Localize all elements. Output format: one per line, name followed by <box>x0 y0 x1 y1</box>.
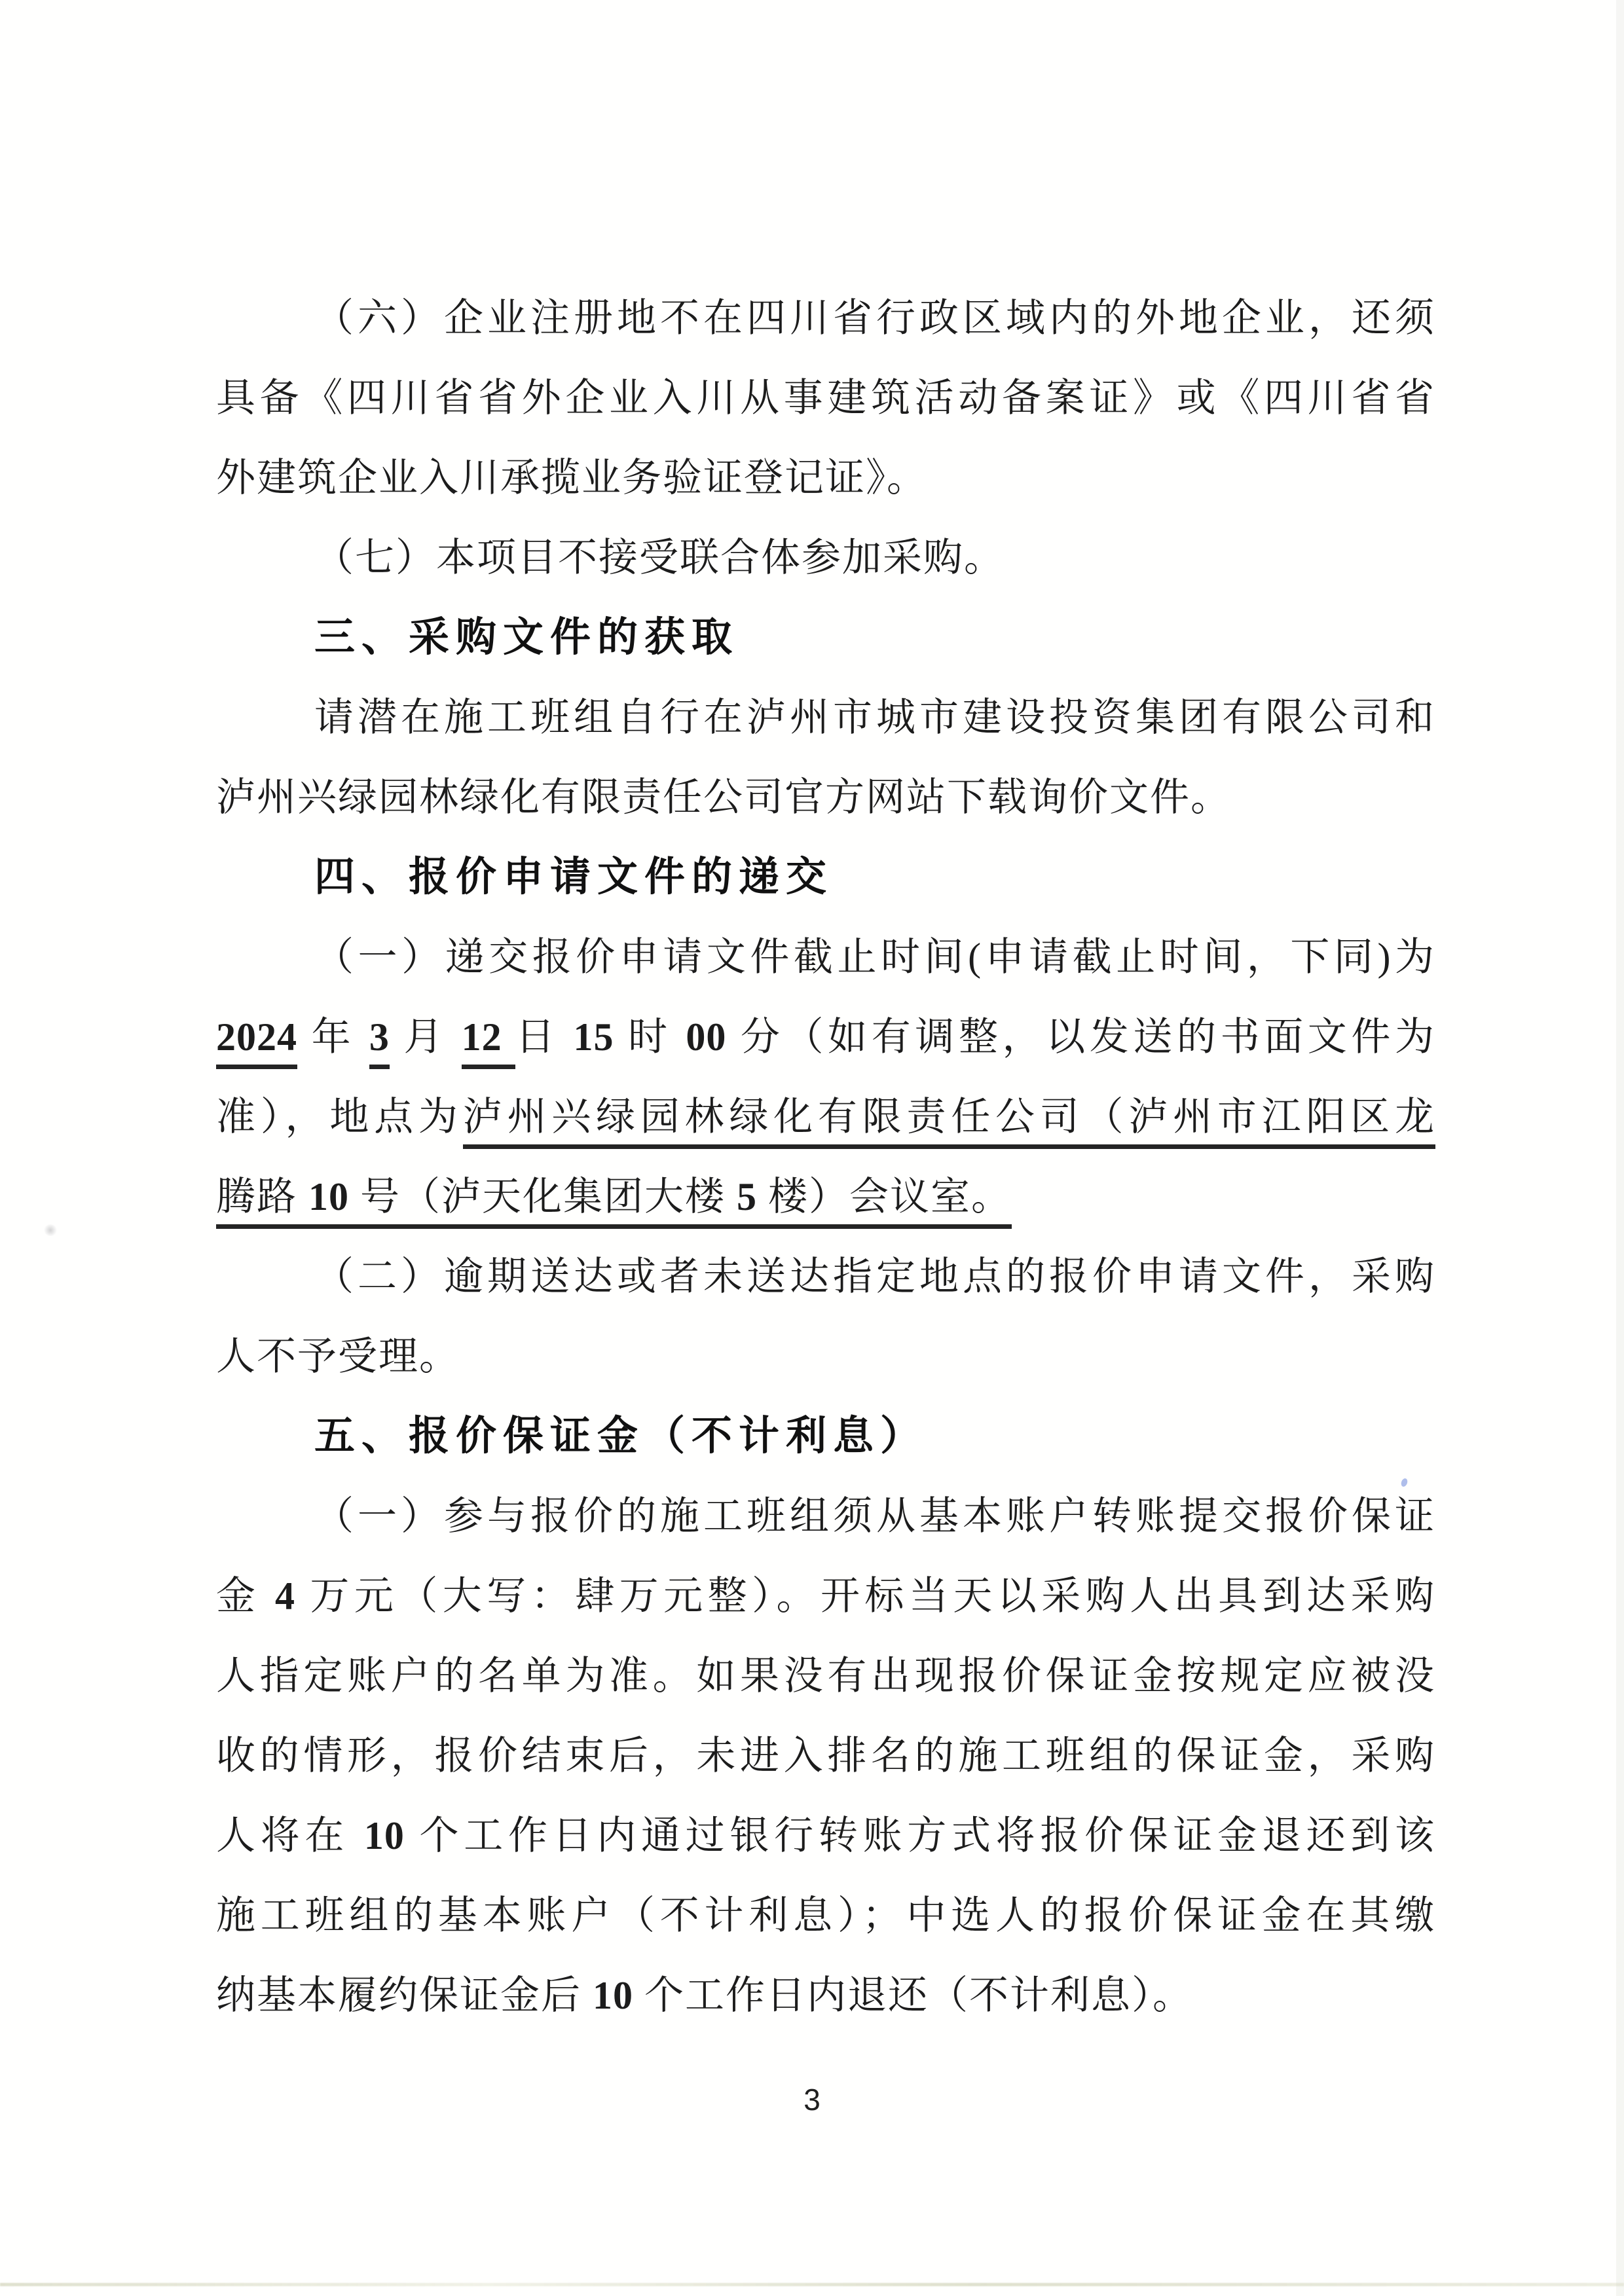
text-segment: 3 <box>369 1015 390 1069</box>
text-line-sec3-para-line1 <box>216 678 1435 757</box>
text-segment: 五、报价保证金（不计利息） <box>314 1413 928 1459</box>
text-segment: 月 <box>389 1015 462 1059</box>
text-segment: 10 <box>593 1974 633 2017</box>
text-line-sec4-item2-line1 <box>216 1237 1435 1317</box>
scan-bottom-edge-artifact <box>0 2283 1624 2286</box>
text-line-sec4-item1-line4 <box>216 1157 1435 1237</box>
text-segment: 号（泸天化集团大楼 <box>349 1175 737 1229</box>
text-segment: （七）本项目不接受联合体参加采购。 <box>314 536 1005 579</box>
text-segment: 5 <box>737 1175 757 1229</box>
scan-right-edge-artifact <box>1616 0 1624 2296</box>
text-segment: 人指定账户的名单为准。如果没有出现报价保证金按规定应被没 <box>216 1654 1435 1698</box>
text-segment: 泸州兴绿园林绿化有限责任公司（泸州市江阳区龙 <box>463 1095 1435 1149</box>
text-line-sec4-heading <box>216 837 1435 917</box>
text-line-sec4-item1-line1 <box>216 917 1435 997</box>
text-segment: 10 <box>308 1175 349 1229</box>
text-line-sec2-item6-line1 <box>216 278 1435 358</box>
text-segment: 12 <box>462 1015 516 1069</box>
text-segment: 楼）会议室。 <box>757 1175 1012 1229</box>
text-segment: 个工作日内退还（不计利息）。 <box>633 1974 1193 2017</box>
text-line-sec2-item6-line3 <box>216 438 1435 518</box>
text-segment: 腾路 <box>216 1175 308 1229</box>
text-segment: （一）参与报价的施工班组须从基本账户转账提交报价保证 <box>314 1495 1435 1538</box>
text-segment: 三、采购文件的获取 <box>314 615 739 660</box>
text-line-sec2-item6-line2 <box>216 358 1435 438</box>
text-segment: 万元（大写：肆万元整）。开标当天以采购人出具到达采购 <box>295 1575 1436 1618</box>
text-segment: 时 <box>614 1015 686 1059</box>
text-line-sec5-heading <box>216 1396 1435 1476</box>
text-line-sec4-item1-line2 <box>216 997 1435 1077</box>
text-segment: 2024 <box>216 1015 297 1069</box>
text-line-sec5-item1-line3 <box>216 1636 1435 1716</box>
text-line-sec5-item1-line1 <box>216 1476 1435 1556</box>
text-segment: 10 <box>363 1814 405 1857</box>
text-line-sec2-item7-line1 <box>216 518 1435 598</box>
text-segment: 个工作日内通过银行转账方式将报价保证金退还到该 <box>404 1814 1436 1857</box>
scan-smudge-artifact <box>43 1224 58 1236</box>
text-segment: 日 <box>515 1015 574 1059</box>
text-segment: 准），地点为 <box>216 1095 463 1139</box>
text-line-sec4-item1-line3 <box>216 1077 1435 1157</box>
text-line-sec3-heading <box>216 598 1435 678</box>
text-line-sec3-para-line2 <box>216 757 1435 837</box>
text-line-sec5-item1-line4 <box>216 1716 1435 1796</box>
text-segment: 具备《四川省省外企业入川从事建筑活动备案证》或《四川省省 <box>216 376 1435 420</box>
text-segment: 泸州兴绿园林绿化有限责任公司官方网站下载询价文件。 <box>216 776 1231 819</box>
text-segment: 四、报价申请文件的递交 <box>314 854 834 900</box>
text-segment: 4 <box>274 1575 295 1618</box>
text-segment: 人不予受理。 <box>216 1335 460 1378</box>
text-segment: 人将在 <box>216 1814 364 1857</box>
text-segment: 外建筑企业入川承揽业务验证登记证》。 <box>216 456 927 500</box>
text-segment: 纳基本履约保证金后 <box>216 1974 593 2017</box>
text-line-sec5-item1-line2 <box>216 1556 1435 1636</box>
text-segment: 分（如有调整，以发送的书面文件为 <box>726 1015 1436 1059</box>
text-segment: 施工班组的基本账户（不计利息）；中选人的报价保证金在其缴 <box>216 1894 1435 1937</box>
text-line-sec4-item2-line2 <box>216 1317 1435 1396</box>
text-line-sec5-item1-line7 <box>216 1956 1435 2035</box>
text-segment: 请潜在施工班组自行在泸州市城市建设投资集团有限公司和 <box>314 696 1435 739</box>
text-segment: （六）企业注册地不在四川省行政区域内的外地企业，还须 <box>314 297 1435 340</box>
page-number: 3 <box>803 2083 821 2117</box>
text-segment: 00 <box>686 1015 727 1059</box>
text-segment: （二）逾期送达或者未送达指定地点的报价申请文件，采购 <box>314 1255 1435 1298</box>
text-segment: 金 <box>216 1575 275 1618</box>
text-segment: 收的情形，报价结束后，未进入排名的施工班组的保证金，采购 <box>216 1734 1435 1777</box>
document-lines <box>216 278 1435 2035</box>
text-segment: （一）递交报价申请文件截止时间(申请截止时间，下同)为 <box>314 936 1435 979</box>
text-segment: 15 <box>573 1015 614 1059</box>
text-segment: 年 <box>297 1015 369 1059</box>
text-line-sec5-item1-line5 <box>216 1796 1435 1876</box>
text-line-sec5-item1-line6 <box>216 1876 1435 1956</box>
